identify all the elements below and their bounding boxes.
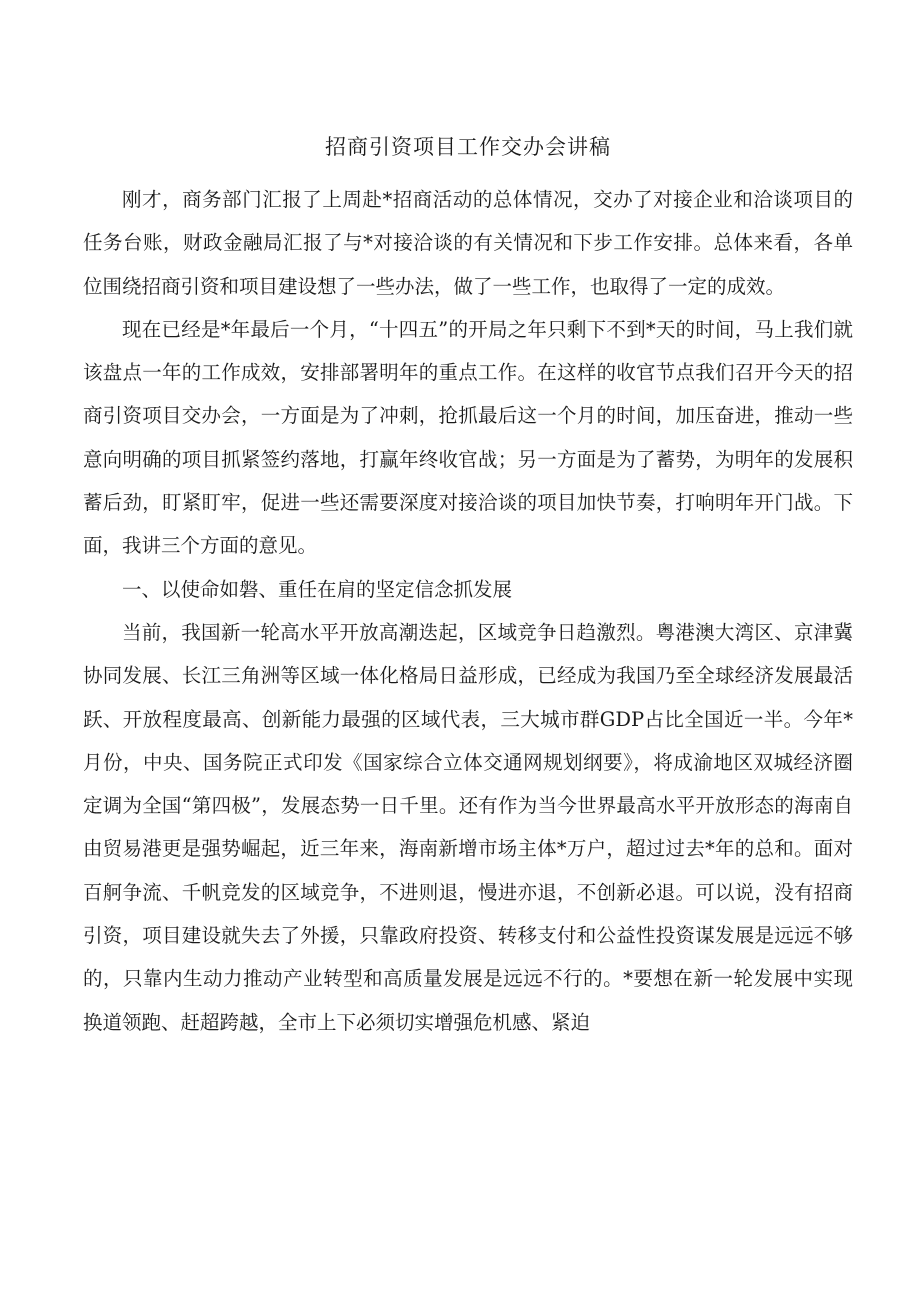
section-heading-one: 一、以使命如磐、重任在肩的坚定信念抓发展 — [122, 577, 513, 601]
paragraph-timing: 现在已经是*年最后一个月，“十四五”的开局之年只剩下不到*天的时间，马上我们就该盘点一年的工作成效，安排部署明年的重点工作。在这样的收官节点我们召开今天的招商引资项目交办会，一方面是为了冲刺，抢抓最后这一个月的时间，加压奋进，推动一些意向明确的项目抓紧签约落地，打赢年终收官战；另一方面是为了蓄势，为明年的发展积蓄后劲，盯紧盯牢，促进一些还需要深度对接洽谈的项目加快节奏，打响明年开门战。下面，我讲三个方面的意见。 — [83, 317, 853, 558]
document-title: 招商引资项目工作交办会讲稿 — [325, 135, 611, 159]
paragraph-opening: 刚才，商务部门汇报了上周赴*招商活动的总体情况，交办了对接企业和洽谈项目的任务台账，财政金融局汇报了与*对接洽谈的有关情况和下步工作安排。总体来看，各单位围绕招商引资和项目建设想了一些办法，做了一些工作，也取得了一定的成效。 — [83, 188, 853, 298]
document-page — [83, 128, 853, 1044]
paragraph-regional-competition: 当前，我国新一轮高水平开放高潮迭起，区域竞争日趋激烈。粤港澳大湾区、京津冀协同发展、长江三角洲等区域一体化格局日益形成，已经成为我国乃至全球经济发展最活跃、开放程度最高、创新能力最强的区域代表，三大城市群GDP占比全国近一半。今年*月份，中央、国务院正式印发《国家综合立体交通网规划纲要》，将成渝地区双城经济圈定调为全国“第四极”，发展态势一日千里。还有作为当今世界最高水平开放形态的海南自由贸易港更是强势崛起，近三年来，海南新增市场主体*万户，超过过去*年的总和。面对百舸争流、千帆竞发的区域竞争，不进则退，慢进亦退，不创新必退。可以说，没有招商引资，项目建设就失去了外援，只靠政府投资、转移支付和公益性投资谋发展是远远不够的，只靠内生动力推动产业转型和高质量发展是远远不行的。*要想在新一轮发展中实现换道领跑、赶超跨越，全市上下必须切实增强危机感、紧迫 — [83, 620, 853, 1034]
